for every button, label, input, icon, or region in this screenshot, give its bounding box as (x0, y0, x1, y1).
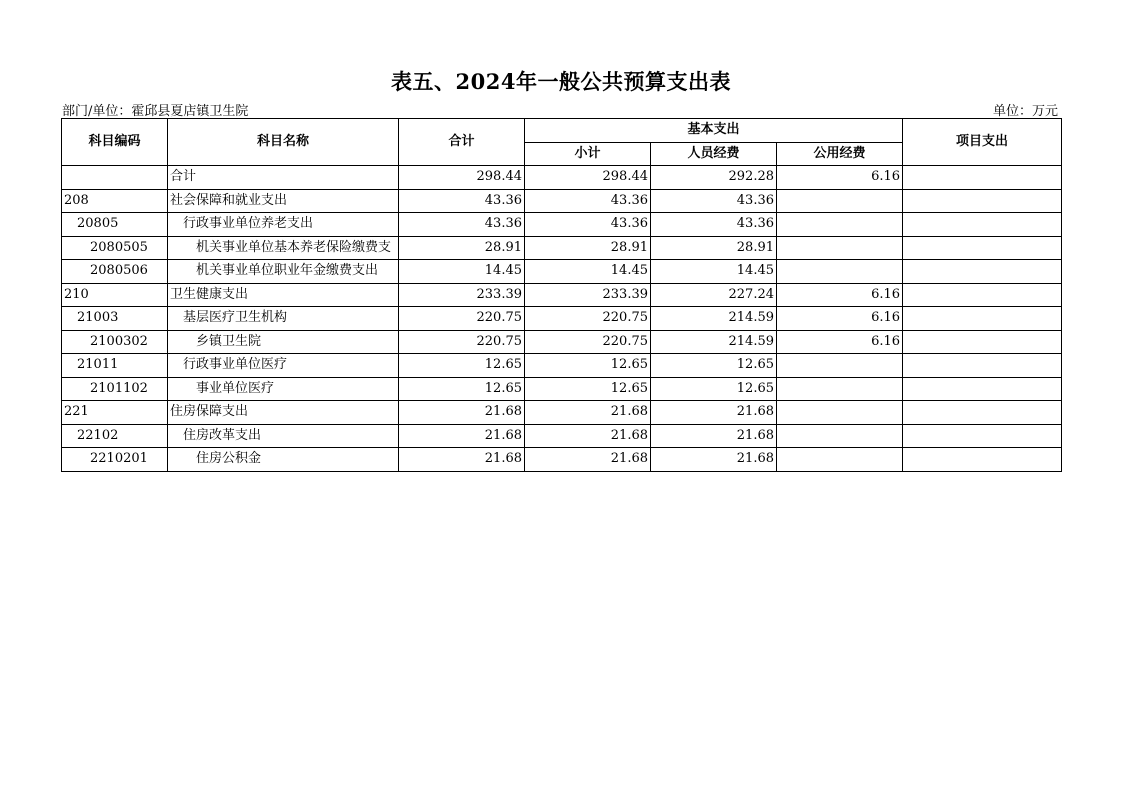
department-label: 部门/单位：霍邱县夏店镇卫生院 (62, 104, 249, 119)
cell-project (903, 354, 1062, 378)
cell-subtotal: 12.65 (525, 377, 651, 401)
cell-project (903, 236, 1062, 260)
table-row (62, 189, 1062, 213)
cell-total: 220.75 (399, 307, 525, 331)
cell-code: 20805 (62, 213, 168, 237)
cell-project (903, 189, 1062, 213)
table-row (62, 307, 1062, 331)
cell-code: 208 (62, 189, 168, 213)
header-public: 公用经费 (777, 142, 903, 166)
cell-code (62, 166, 168, 190)
table-body (62, 166, 1062, 472)
cell-public (777, 377, 903, 401)
header-name: 科目名称 (168, 119, 399, 166)
cell-project (903, 401, 1062, 425)
cell-public (777, 213, 903, 237)
cell-total: 21.68 (399, 424, 525, 448)
cell-name: 机关事业单位基本养老保险缴费支 (168, 236, 399, 260)
cell-public (777, 260, 903, 284)
cell-personnel: 214.59 (651, 330, 777, 354)
cell-total: 21.68 (399, 448, 525, 472)
table-row (62, 283, 1062, 307)
cell-code: 2080505 (62, 236, 168, 260)
cell-personnel: 292.28 (651, 166, 777, 190)
cell-personnel: 214.59 (651, 307, 777, 331)
cell-total: 12.65 (399, 354, 525, 378)
cell-personnel: 21.68 (651, 448, 777, 472)
cell-total: 233.39 (399, 283, 525, 307)
cell-code: 2101102 (62, 377, 168, 401)
table-row (62, 448, 1062, 472)
header-total: 合计 (399, 119, 525, 166)
table-row (62, 236, 1062, 260)
table-row (62, 330, 1062, 354)
cell-public: 6.16 (777, 283, 903, 307)
cell-public (777, 424, 903, 448)
cell-subtotal: 220.75 (525, 307, 651, 331)
cell-personnel: 14.45 (651, 260, 777, 284)
cell-public (777, 354, 903, 378)
cell-personnel: 12.65 (651, 377, 777, 401)
cell-subtotal: 43.36 (525, 189, 651, 213)
cell-subtotal: 220.75 (525, 330, 651, 354)
cell-project (903, 213, 1062, 237)
cell-name: 机关事业单位职业年金缴费支出 (168, 260, 399, 284)
cell-code: 21011 (62, 354, 168, 378)
cell-subtotal: 28.91 (525, 236, 651, 260)
cell-personnel: 21.68 (651, 401, 777, 425)
cell-project (903, 424, 1062, 448)
cell-code: 22102 (62, 424, 168, 448)
cell-name: 乡镇卫生院 (168, 330, 399, 354)
cell-total: 298.44 (399, 166, 525, 190)
cell-total: 12.65 (399, 377, 525, 401)
cell-public: 6.16 (777, 307, 903, 331)
cell-name: 基层医疗卫生机构 (168, 307, 399, 331)
header-project: 项目支出 (903, 119, 1062, 166)
cell-total: 220.75 (399, 330, 525, 354)
cell-total: 14.45 (399, 260, 525, 284)
cell-personnel: 12.65 (651, 354, 777, 378)
unit-label: 单位：万元 (992, 104, 1058, 119)
cell-code: 221 (62, 401, 168, 425)
budget-table (61, 118, 1062, 472)
cell-project (903, 377, 1062, 401)
cell-name: 行政事业单位养老支出 (168, 213, 399, 237)
header-subtotal: 小计 (525, 142, 651, 166)
cell-code: 2080506 (62, 260, 168, 284)
cell-name: 社会保障和就业支出 (168, 189, 399, 213)
cell-code: 2100302 (62, 330, 168, 354)
cell-subtotal: 21.68 (525, 424, 651, 448)
header-personnel: 人员经费 (651, 142, 777, 166)
meta-row (62, 100, 1060, 118)
cell-code: 2210201 (62, 448, 168, 472)
cell-personnel: 227.24 (651, 283, 777, 307)
cell-project (903, 260, 1062, 284)
cell-name: 行政事业单位医疗 (168, 354, 399, 378)
cell-project (903, 166, 1062, 190)
cell-name: 事业单位医疗 (168, 377, 399, 401)
cell-name: 住房保障支出 (168, 401, 399, 425)
cell-public: 6.16 (777, 330, 903, 354)
cell-project (903, 283, 1062, 307)
page-title: 表五、2024年一般公共预算支出表 (391, 69, 731, 94)
cell-total: 43.36 (399, 189, 525, 213)
cell-public: 6.16 (777, 166, 903, 190)
cell-public (777, 401, 903, 425)
table-row (62, 213, 1062, 237)
cell-project (903, 307, 1062, 331)
cell-name: 住房改革支出 (168, 424, 399, 448)
cell-project (903, 448, 1062, 472)
table-row (62, 166, 1062, 190)
cell-total: 28.91 (399, 236, 525, 260)
table-row (62, 377, 1062, 401)
cell-subtotal: 298.44 (525, 166, 651, 190)
table-row (62, 260, 1062, 284)
cell-personnel: 21.68 (651, 424, 777, 448)
cell-subtotal: 12.65 (525, 354, 651, 378)
header-basic: 基本支出 (525, 119, 903, 143)
cell-name: 卫生健康支出 (168, 283, 399, 307)
table-row (62, 424, 1062, 448)
cell-total: 21.68 (399, 401, 525, 425)
cell-personnel: 28.91 (651, 236, 777, 260)
table-row (62, 401, 1062, 425)
cell-subtotal: 233.39 (525, 283, 651, 307)
header-code: 科目编码 (62, 119, 168, 166)
cell-name: 合计 (168, 166, 399, 190)
cell-subtotal: 21.68 (525, 448, 651, 472)
table-row (62, 354, 1062, 378)
cell-public (777, 236, 903, 260)
cell-personnel: 43.36 (651, 189, 777, 213)
cell-public (777, 448, 903, 472)
cell-subtotal: 21.68 (525, 401, 651, 425)
cell-personnel: 43.36 (651, 213, 777, 237)
cell-subtotal: 14.45 (525, 260, 651, 284)
cell-total: 43.36 (399, 213, 525, 237)
cell-subtotal: 43.36 (525, 213, 651, 237)
cell-name: 住房公积金 (168, 448, 399, 472)
cell-project (903, 330, 1062, 354)
cell-code: 21003 (62, 307, 168, 331)
cell-code: 210 (62, 283, 168, 307)
cell-public (777, 189, 903, 213)
